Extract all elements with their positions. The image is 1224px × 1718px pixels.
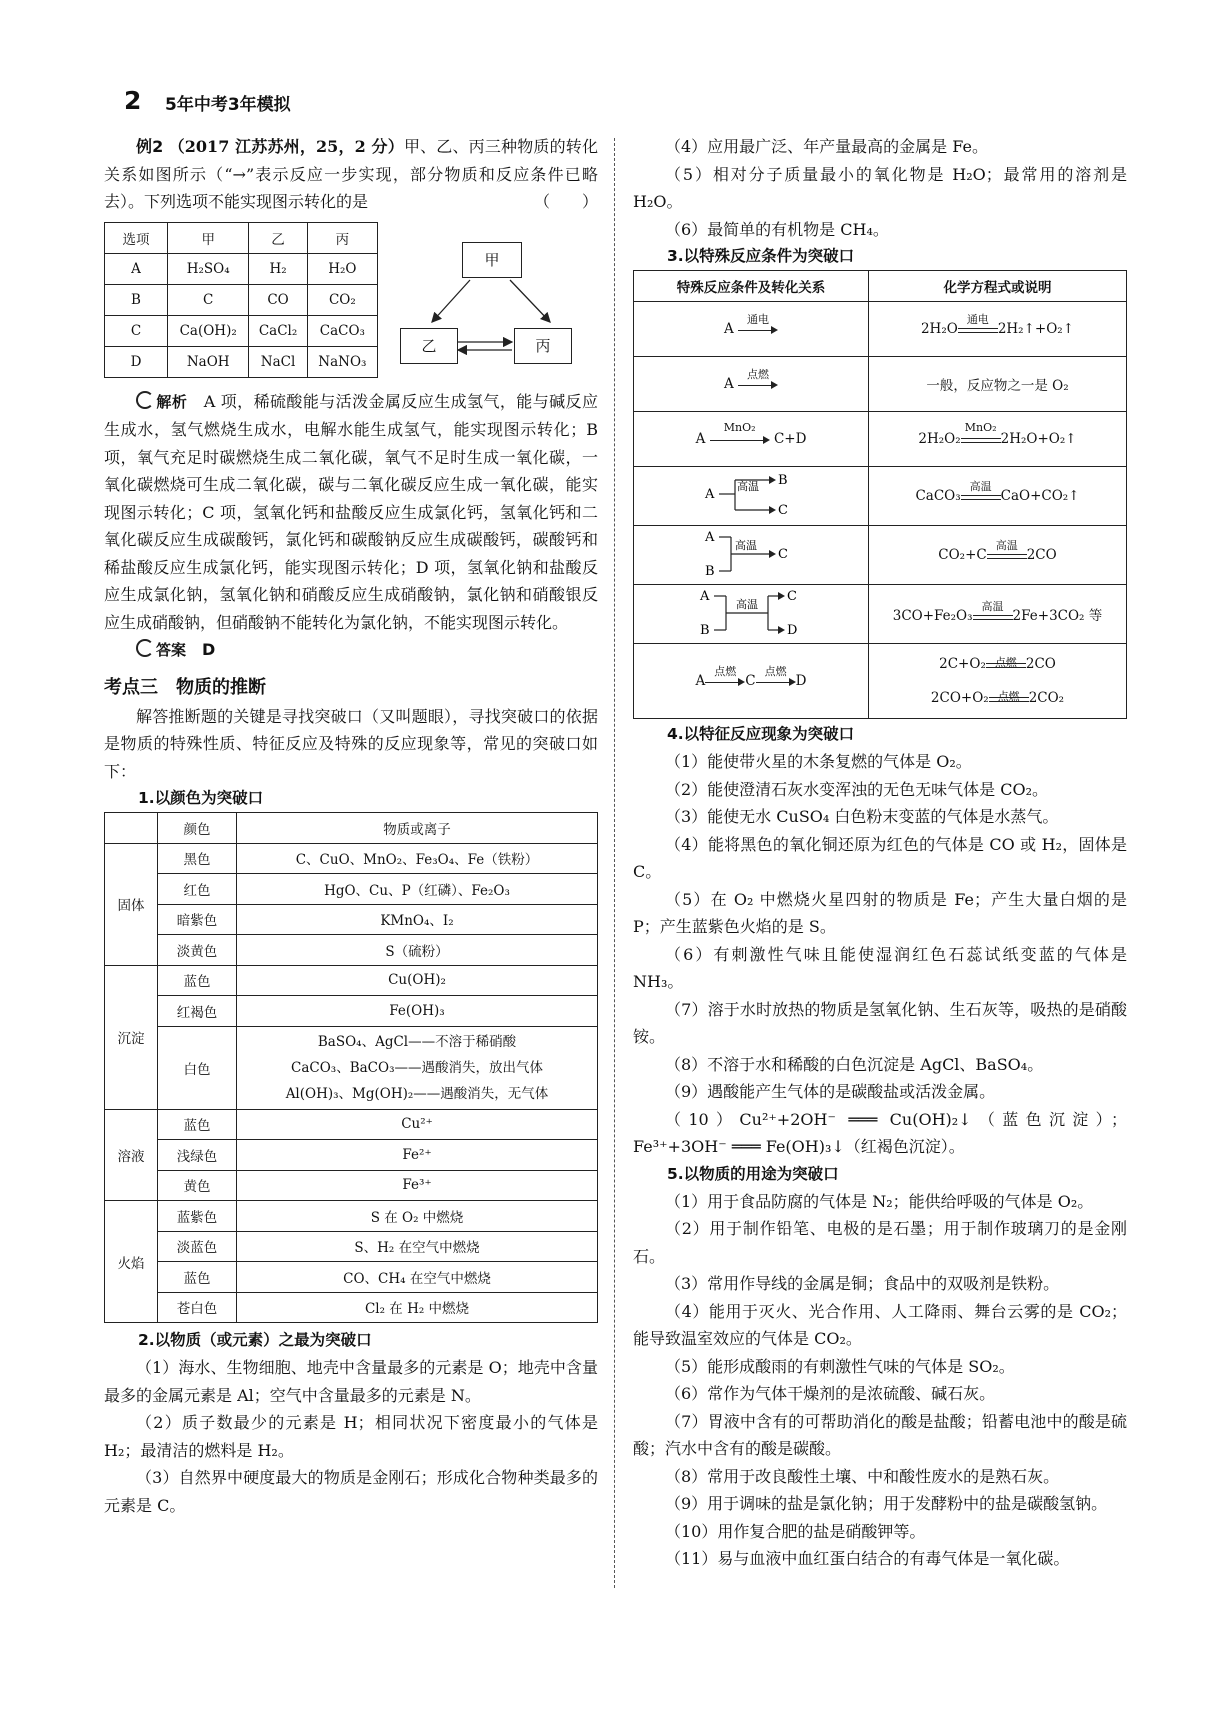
condition-row [634,644,1127,719]
usage-item: （6）常作为气体干燥剂的是浓硫酸、碱石灰。 [665,1384,996,1403]
equals-icon: 高温 [987,551,1027,561]
superlative-item: （3）自然界中硬度最大的物质是金刚石；形成化合物种类最多的元素是 C。 [104,1468,598,1515]
option-cell: CO₂ [307,284,377,315]
color-name: 黑色 [158,843,237,874]
equals-icon: 通电 [958,325,998,335]
color-name: 暗紫色 [158,904,237,935]
subhead-color: 1.以颜色为突破口 [138,789,264,807]
equals-icon: 点燃 [986,660,1026,670]
condition-row [634,526,1127,585]
phenomenon-item: （3）能使无水 CuSO₄ 白色粉末变蓝的气体是水蒸气。 [665,807,1059,826]
phenomenon-item: （8）不溶于水和稀酸的白色沉淀是 AgCl、BaSO₄。 [665,1054,1044,1074]
color-name: 蓝色 [158,965,237,996]
diagram-node-jia: 甲 [462,242,522,278]
color-substance: Cl₂ 在 H₂ 中燃烧 [237,1292,598,1323]
condition-equation: CaCO₃ 高温 CaO+CO₂↑ [869,467,1127,526]
color-row [105,1292,598,1323]
svg-text:C: C [778,547,788,562]
color-name: 淡黄色 [158,935,237,966]
example-figure-area [104,222,598,382]
subhead-superlative: 2.以物质（或元素）之最为突破口 [138,1331,372,1349]
subhead-condition: 3.以特殊反应条件为突破口 [667,247,855,265]
option-row [105,253,378,284]
svg-text:高温: 高温 [735,539,757,552]
svg-text:高温: 高温 [737,480,759,493]
color-row [105,1201,598,1232]
svg-text:B: B [705,564,715,579]
condition-diagram [634,467,869,526]
phenomenon-item: （7）溶于水时放热的物质是氢氧化钠、生石灰等，吸热的是硝酸铵。 [633,999,1127,1046]
options-header: 乙 [249,222,307,253]
option-cell: NaOH [168,346,249,377]
condition-diagram: A 点燃 [634,357,869,412]
color-header: 颜色 [158,813,237,844]
color-row [105,904,598,935]
option-cell: CO [249,284,307,315]
color-substance: Cu²⁺ [237,1109,598,1140]
color-substance: HgO、Cu、P（红磷）、Fe₂O₃ [237,874,598,905]
svg-text:D: D [787,623,798,638]
option-letter: A [105,253,168,284]
phenomenon-item: （10）Cu²⁺+2OH⁻ ═══ Cu(OH)₂↓（蓝色沉淀）；Fe³⁺+3OH⁻ ═══ Fe(OH)₃↓（红褐色沉淀）。 [633,1109,1127,1156]
condition-diagram: A MnO₂ C+D [634,412,869,467]
condition-row [634,357,1127,412]
svg-text:C: C [787,589,797,604]
answer-paren: （ ） [533,192,598,211]
group-label: 沉淀 [105,965,158,1109]
color-substance: CO、CH₄ 在空气中燃烧 [237,1262,598,1293]
condition-diagram [634,585,869,644]
options-header: 甲 [168,222,249,253]
color-substance: Cu(OH)₂ [237,965,598,996]
phenomenon-item: （2）能使澄清石灰水变浑浊的无色无味气体是 CO₂。 [665,779,1049,799]
usage-item: （11）易与血液中血红蛋白结合的有毒气体是一氧化碳。 [665,1549,1070,1568]
color-row [105,1140,598,1171]
options-header: 选项 [105,222,168,253]
condition-equation: 一般，反应物之一是 O₂ [869,357,1127,412]
superlative-item: （4）应用最广泛、年产量最高的金属是 Fe。 [665,137,988,156]
option-cell: CaCl₂ [249,315,307,346]
color-substance: C、CuO、MnO₂、Fe₃O₄、Fe（铁粉） [237,843,598,874]
svg-text:B: B [700,623,710,638]
branch-arrow-diagram [701,468,801,520]
color-substance: KMnO₄、I₂ [237,904,598,935]
arrow-condition: 通电 [747,312,770,326]
usage-item: （4）能用于灭火、光合作用、人工降雨、舞台云雾的是 CO₂；能导致温室效应的气体是 CO₂。 [633,1301,1127,1348]
section-title: 考点三 物质的推断 [104,676,266,698]
color-substance: Fe³⁺ [237,1170,598,1201]
usage-item: （5）能形成酸雨的有刺激性气味的气体是 SO₂。 [665,1356,1015,1376]
option-row [105,284,378,315]
condition-equation: CO₂+C 高温 2CO [869,526,1127,585]
options-table [104,222,378,378]
options-header-row [105,222,378,253]
option-cell: Ca(OH)₂ [168,315,249,346]
phenomenon-item: （9）遇酸能产生气体的是碳酸盐或活泼金属。 [665,1082,996,1101]
example-stem [104,133,598,216]
equals-icon: 高温 [961,492,1001,502]
condition-row [634,302,1127,357]
option-cell: NaNO₃ [307,346,377,377]
answer-value: D [202,640,216,659]
color-row [105,965,598,996]
example-text: 甲、乙、丙三种物质的转化关系如图所示（“→”表示反应一步实现，部分物质和反应条件已略去）。下列选项不能实现图示转化的是 [104,137,598,211]
color-row [105,843,598,874]
condition-row [634,412,1127,467]
color-name: 蓝色 [158,1109,237,1140]
cell-line: Al(OH)₃、Mg(OH)₂——遇酸消失，无气体 [285,1085,549,1102]
color-row [105,935,598,966]
color-header-blank [105,813,158,844]
color-table [104,812,598,1323]
example-source: （2017 江苏苏州，25，2 分） [168,137,404,156]
equals-icon: 高温 [973,612,1013,622]
options-header: 丙 [307,222,377,253]
color-header: 物质或离子 [237,813,598,844]
svg-text:C: C [778,503,788,518]
analysis-icon [136,391,154,409]
option-letter: D [105,346,168,377]
equals-icon: MnO₂ [961,435,1001,445]
usage-item: （8）常用于改良酸性土壤、中和酸性废水的是熟石灰。 [665,1466,1060,1486]
color-row [105,1231,598,1262]
condition-diagram: A 点燃 C 点燃 D [634,644,869,719]
color-row [105,874,598,905]
color-header-row [105,813,598,844]
color-substance: Fe²⁺ [237,1140,598,1171]
color-row [105,1109,598,1140]
usage-item: （10）用作复合肥的盐是硝酸钾等。 [665,1521,926,1541]
superlative-item: （1）海水、生物细胞、地壳中含量最多的元素是 O；地壳中含量最多的金属元素是 Al；空气中含量最多的元素是 N。 [104,1358,598,1405]
option-cell: CaCO₃ [307,315,377,346]
equals-icon: 点燃 [989,694,1029,704]
right-column [633,133,1127,1573]
color-substance-multi [237,1026,598,1109]
condition-header-row [634,271,1127,302]
option-letter: B [105,284,168,315]
arrow-icon: 点燃 [738,380,778,390]
analysis-paragraph [104,388,598,637]
svg-text:高温: 高温 [736,598,758,611]
left-column [104,133,598,1519]
subhead-usage: 5.以物质的用途为突破口 [667,1164,839,1183]
phenomenon-item: （1）能使带火星的木条复燃的气体是 O₂。 [665,752,972,771]
page-number: 2 [124,86,142,115]
arrow-icon: 点燃 [756,677,796,687]
color-name: 蓝紫色 [158,1201,237,1232]
group-label: 固体 [105,843,158,965]
column-divider [614,138,615,1588]
condition-diagram [634,526,869,585]
cell-line: CaCO₃、BaCO₃——遇酸消失，放出气体 [291,1059,543,1076]
condition-equation: 3CO+Fe₂O₃ 高温 2Fe+3CO₂ 等 [869,585,1127,644]
answer-line [104,636,598,665]
svg-text:A: A [700,589,710,604]
option-row [105,315,378,346]
color-name: 黄色 [158,1170,237,1201]
color-row [105,1262,598,1293]
group-label: 溶液 [105,1109,158,1201]
svg-text:B: B [778,473,788,488]
color-name: 蓝色 [158,1262,237,1293]
diagram-node-yi: 乙 [400,328,458,364]
option-cell: H₂O [307,253,377,284]
book-title: 5年中考3年模拟 [165,95,291,115]
answer-label: 答案 [136,641,186,659]
arrow-icon [738,312,778,335]
color-row [105,1026,598,1109]
section-intro: 解答推断题的关键是寻找突破口（又叫题眼），寻找突破口的依据是物质的特殊性质、特征反应及特殊的反应现象等，常见的突破口如下： [104,706,598,781]
option-cell: NaCl [249,346,307,377]
superlative-item: （2）质子数最少的元素是 H；相同状况下密度最小的气体是 H₂；最清洁的燃料是 H₂。 [104,1413,598,1460]
analysis-text: A 项，稀硫酸能与活泼金属反应生成氢气，能与碱反应生成水，氢气燃烧生成水，电解水能生成氢气，能实现图示转化；B 项，氧气充足时碳燃烧生成二氧化碳，氧气不足时生成一氧化碳，一氧化碳燃烧可生成二氧化碳，碳与二氧化碳反应生成一氧化碳，能实现图示转化；C 项，氢氧化钙和盐酸反应生成氯化钙，氢氧化钙和二氧化碳反应生成碳酸钙，氯化钙和碳酸钠反应生成碳酸钙，碳酸钙和稀盐酸反应生成氯化钙，能实现图示转化；D 项，氢氧化钠和盐酸反应生成氯化钠，氢氧化钠和硝酸反应生成硝酸钠，氯化钠和硝酸银反应生成硝酸钠，但硝酸钠不能转化为氯化钠，不能实现图示转化。 [104,391,598,632]
arrow-icon: MnO₂ [710,435,770,445]
cell-line: BaSO₄、AgCl——不溶于稀硝酸 [317,1033,517,1050]
color-name: 苍白色 [158,1292,237,1323]
diagram-node-bing: 丙 [514,328,572,364]
option-letter: C [105,315,168,346]
option-cell: H₂SO₄ [168,253,249,284]
option-cell: C [168,284,249,315]
usage-item: （1）用于食品防腐的气体是 N₂；能供给呼吸的气体是 O₂。 [665,1191,1094,1211]
subhead-phenomenon: 4.以特征反应现象为突破口 [667,725,855,743]
option-row [105,346,378,377]
condition-row [634,467,1127,526]
superlative-item: （5）相对分子质量最小的氧化物是 H₂O；最常用的溶剂是 H₂O。 [633,164,1127,211]
condition-row [634,585,1127,644]
option-cell: H₂ [249,253,307,284]
condition-header: 化学方程式或说明 [869,271,1127,302]
transformation-diagram [400,234,590,374]
example-label: 例2 [136,137,164,156]
merge-arrow-diagram [701,527,801,579]
analysis-label: 解析 [136,393,187,411]
answer-icon [136,639,154,657]
color-row [105,1170,598,1201]
phenomenon-item: （5）在 O₂ 中燃烧火星四射的物质是 Fe；产生大量白烟的是 P；产生蓝紫色火焰的是 S。 [633,889,1127,936]
color-substance: S 在 O₂ 中燃烧 [237,1201,598,1232]
color-substance: S（硫粉） [237,935,598,966]
condition-table [633,270,1127,719]
usage-item: （7）胃液中含有的可帮助消化的酸是盐酸；铅蓄电池中的酸是硫酸；汽水中含有的酸是碳酸。 [633,1411,1127,1458]
condition-header: 特殊反应条件及转化关系 [634,271,869,302]
phenomenon-item: （4）能将黑色的氧化铜还原为红色的气体是 CO 或 H₂，固体是 C。 [633,834,1127,881]
color-name: 白色 [158,1026,237,1109]
arrow-icon: 点燃 [705,677,745,687]
color-substance: Fe(OH)₃ [237,996,598,1027]
color-name: 红褐色 [158,996,237,1027]
phenomenon-item: （6）有刺激性气味且能使湿润红色石蕊试纸变蓝的气体是 NH₃。 [633,944,1127,991]
condition-diagram [634,302,869,357]
color-substance: S、H₂ 在空气中燃烧 [237,1231,598,1262]
usage-item: （2）用于制作铅笔、电极的是石墨；用于制作玻璃刀的是金刚石。 [633,1219,1127,1266]
color-name: 红色 [158,874,237,905]
color-name: 淡蓝色 [158,1231,237,1262]
usage-item: （9）用于调味的盐是氯化钠；用于发酵粉中的盐是碳酸氢钠。 [665,1494,1108,1513]
cross-arrow-diagram [696,586,806,638]
condition-equation: 2H₂O 通电 2H₂↑+O₂↑ [869,302,1127,357]
color-name: 浅绿色 [158,1140,237,1171]
group-label: 火焰 [105,1201,158,1323]
reactant-a: A [723,321,734,337]
svg-text:A: A [705,487,715,502]
condition-equation: 2H₂O₂ MnO₂ 2H₂O+O₂↑ [869,412,1127,467]
condition-equation: 2C+O₂ 点燃 2CO 2CO+O₂ 点燃 2CO₂ [869,644,1127,719]
superlative-item: （6）最简单的有机物是 CH₄。 [665,219,889,239]
color-row [105,996,598,1027]
svg-text:A: A [705,530,715,545]
usage-item: （3）常用作导线的金属是铜；食品中的双吸剂是铁粉。 [665,1274,1060,1293]
